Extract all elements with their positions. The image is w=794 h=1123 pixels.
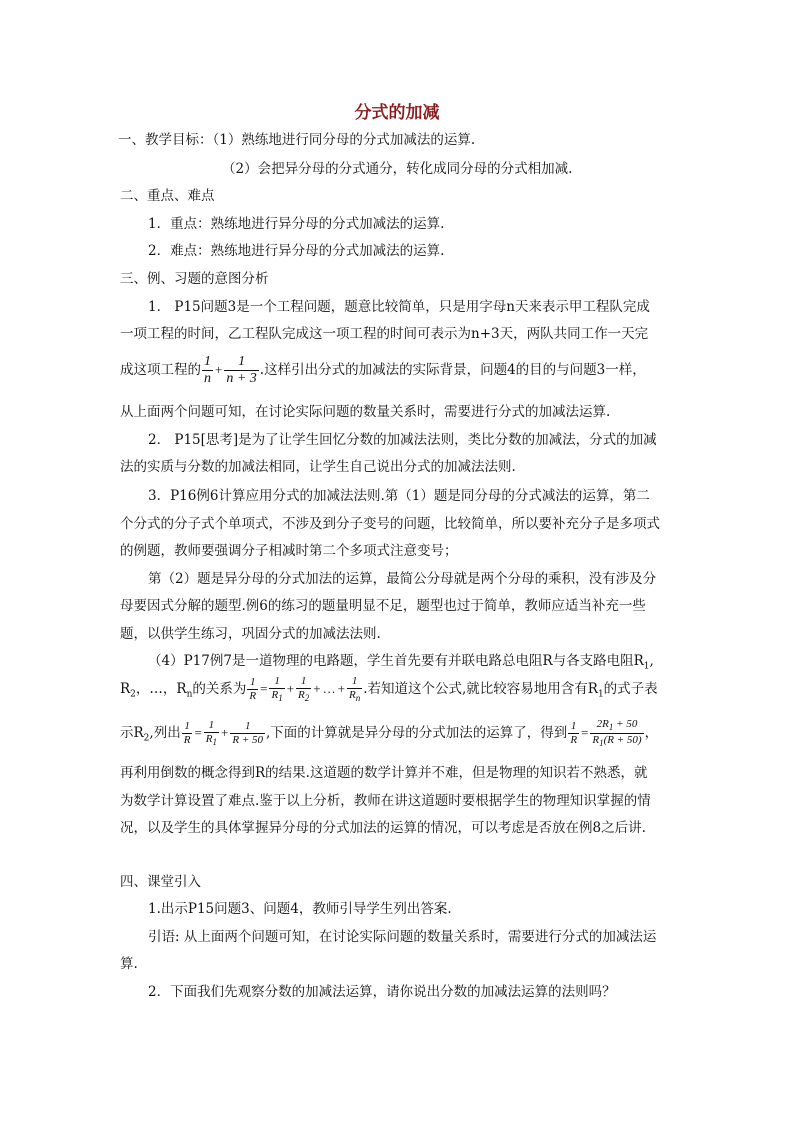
plus-sign: +	[286, 681, 295, 696]
numerator	[595, 719, 640, 733]
text: .这样引出分式的加减法的实际背景，问题4的目的与问题3一样，	[259, 362, 646, 378]
fraction-1-over-R1	[269, 676, 284, 703]
numerator: 1	[351, 674, 358, 687]
numerator: 1	[249, 676, 256, 688]
para-1-line-2: 一项工程的时间，乙工程队完成这一项工程的时间可表示为n+3天，两队共同工作一天完	[120, 326, 649, 342]
equals-sign: =	[194, 725, 202, 740]
section-2-heading: 二、重点、难点	[120, 188, 215, 204]
difficult-point: 2．难点：熟练地进行异分母的分式加减法的运算.	[148, 243, 445, 259]
numerator: 1	[244, 720, 251, 732]
numerator: 1	[204, 354, 211, 369]
objective-1: 一、教学目标：（1）熟练地进行同分母的分式加减法的运算.	[118, 132, 476, 148]
subscript: 2	[130, 689, 136, 700]
equals-sign: =	[260, 681, 268, 696]
para-1-line-1: 1． P15问题3是一个工程问题，题意比较简单，只是用字母n天来表示甲工程队完成	[148, 299, 650, 315]
denominator	[296, 688, 311, 703]
ellipsis: …	[322, 681, 336, 696]
para-2-line-2: 法的实质与分数的加减法相同，让学生自己说出分式的加减法法则.	[120, 459, 516, 475]
plus-sign: +	[313, 681, 321, 696]
den-paren: (R + 50)	[603, 734, 642, 746]
den-R: R	[592, 734, 600, 746]
para-3-line-3: 的例题，教师要强调分子相减时第二个多项式注意变号；	[120, 543, 458, 559]
fraction-1-over-R2	[296, 676, 311, 703]
numerator: 1	[570, 720, 577, 732]
para-5-line-2	[120, 675, 680, 703]
intro-remark-line-2: 算.	[120, 956, 138, 972]
equals-sign: =	[581, 725, 589, 740]
intro-remark-line-1: 引语: 从上面两个问题可知，在讨论实际问题的数量关系时，需要进行分式的加减法运	[148, 929, 657, 945]
intro-item-2: 2．下面我们先观察分数的加减法运算，请你说出分数的加减法运算的法则吗？	[148, 984, 616, 1000]
plus-sign: +	[221, 725, 229, 740]
den-R: R	[348, 688, 356, 701]
para-5-line-6: 况，以及学生的具体掌握异分母的分式加法的运算的情况，可以考虑是否放在例8之后讲.	[120, 820, 646, 836]
para-5-line-4: 再利用倒数的概念得到R的结果.这道题的数学计算并不难，但是物理的知识若不熟悉，就	[120, 765, 648, 781]
fraction-1-over-Rn	[347, 676, 362, 703]
subscript: 1	[643, 661, 650, 672]
para-5-line-3	[120, 718, 680, 748]
text: ,下面的计算就是异分母的分式加法的运算了，得到	[266, 725, 568, 741]
subscript: 1	[212, 737, 218, 748]
subscript: 1	[278, 693, 283, 704]
text: ，…，R	[135, 681, 187, 697]
para-5-line-1: （4）P17例7是一道物理的电路题，学生首先要有并联电路总电阻R与各支路电阻$R_1$,	[148, 653, 654, 672]
text: 的式子表	[603, 681, 658, 697]
denominator: R	[570, 734, 578, 746]
denominator	[204, 732, 219, 747]
subscript: n	[355, 693, 361, 704]
para-2-line-1: 2． P15[思考]是为了让学生回忆分数的加减法法则，类比分数的加减法，分式的加减	[148, 432, 657, 448]
denominator: R + 50	[232, 734, 264, 746]
numerator: 1	[274, 674, 280, 687]
text: （4）P17例7是一道物理的电路题，学生首先要有并联电路总电阻R与各支路电阻R	[148, 653, 644, 669]
intro-item-1: 1.出示P15问题3、问题4，教师引导学生列出答案.	[148, 901, 452, 917]
text: .若知道这个公式,就比较容易地用含有R	[363, 681, 598, 697]
text: 的关系为	[192, 681, 247, 697]
fraction-1-over-R1	[204, 720, 219, 747]
fraction-result	[590, 719, 643, 748]
den-R: R	[298, 688, 305, 701]
para-4-line-2: 母要因式分解的题型.例6的练习的题量明显不足，题型也过于简单，教师应适当补充一些	[120, 598, 646, 614]
para-1-line-3	[120, 355, 680, 385]
num-plus-50: + 50	[613, 717, 638, 730]
fraction-1-over-n-plus-3	[224, 355, 258, 386]
section-3-heading: 三、例、习题的意图分析	[120, 271, 269, 287]
fraction-1-over-R	[182, 721, 193, 746]
den-R: R	[271, 688, 279, 701]
subscript: 2	[304, 693, 310, 704]
text: 示R	[120, 725, 144, 741]
denominator	[269, 688, 284, 703]
objective-2: （2）会把异分母的分式通分，转化成同分母的分式相加减.	[222, 161, 573, 177]
numerator: 1	[300, 674, 307, 687]
numerator: 1	[238, 354, 246, 369]
para-3-line-1: 3．P16例6计算应用分式的加减法法则.第（1）题是同分母的分式减法的运算，第二	[148, 488, 650, 504]
section-4-heading: 四、课堂引入	[120, 874, 201, 890]
para-3-line-2: 个分式的分子式个单项式，不涉及到分子变号的问题，比较简单，所以要补充分子是多项式	[120, 516, 660, 532]
denominator: n	[204, 371, 211, 386]
fraction-1-over-R	[247, 677, 258, 702]
subscript: 1	[599, 738, 604, 749]
para-5-line-5: 为数学计算设置了难点.鉴于以上分析，教师在讲这道题时要根据学生的物理知识掌握的情	[120, 793, 651, 809]
denominator: n + 3	[226, 371, 257, 386]
text: 成这项工程的	[120, 362, 201, 378]
numerator: 1	[184, 720, 190, 732]
denominator: R	[183, 734, 191, 746]
num-2R: 2R	[596, 717, 609, 730]
text: ,列出	[149, 725, 181, 741]
numerator: 1	[208, 718, 215, 731]
subscript: 1	[597, 689, 604, 700]
denominator: R	[249, 690, 257, 702]
text: ，	[644, 725, 659, 741]
para-4-line-1: 第（2）题是异分母的分式加法的运算，最简公分母就是两个分母的乘积，没有涉及分	[148, 571, 657, 587]
text: R	[120, 681, 131, 697]
para-1-line-4: 从上面两个问题可知，在讨论实际问题的数量关系时，需要进行分式的加减法运算.	[120, 404, 611, 420]
subscript: n	[186, 689, 193, 700]
para-4-line-3: 题，以供学生练习，巩固分式的加减法法则.	[120, 626, 381, 642]
subscript: 1	[608, 722, 614, 732]
den-R: R	[205, 732, 213, 745]
fraction-1-over-R	[568, 721, 579, 746]
plus-sign: +	[337, 681, 345, 696]
fraction-1-over-n	[202, 355, 213, 386]
key-point: 1．重点：熟练地进行异分母的分式加减法的运算.	[148, 216, 445, 232]
page-title: 分式的加减	[354, 103, 440, 123]
denominator	[590, 733, 643, 748]
subscript: 2	[143, 733, 150, 744]
plus-sign: +	[215, 362, 223, 377]
fraction-1-over-R-plus-50	[230, 721, 265, 746]
denominator	[347, 688, 362, 703]
